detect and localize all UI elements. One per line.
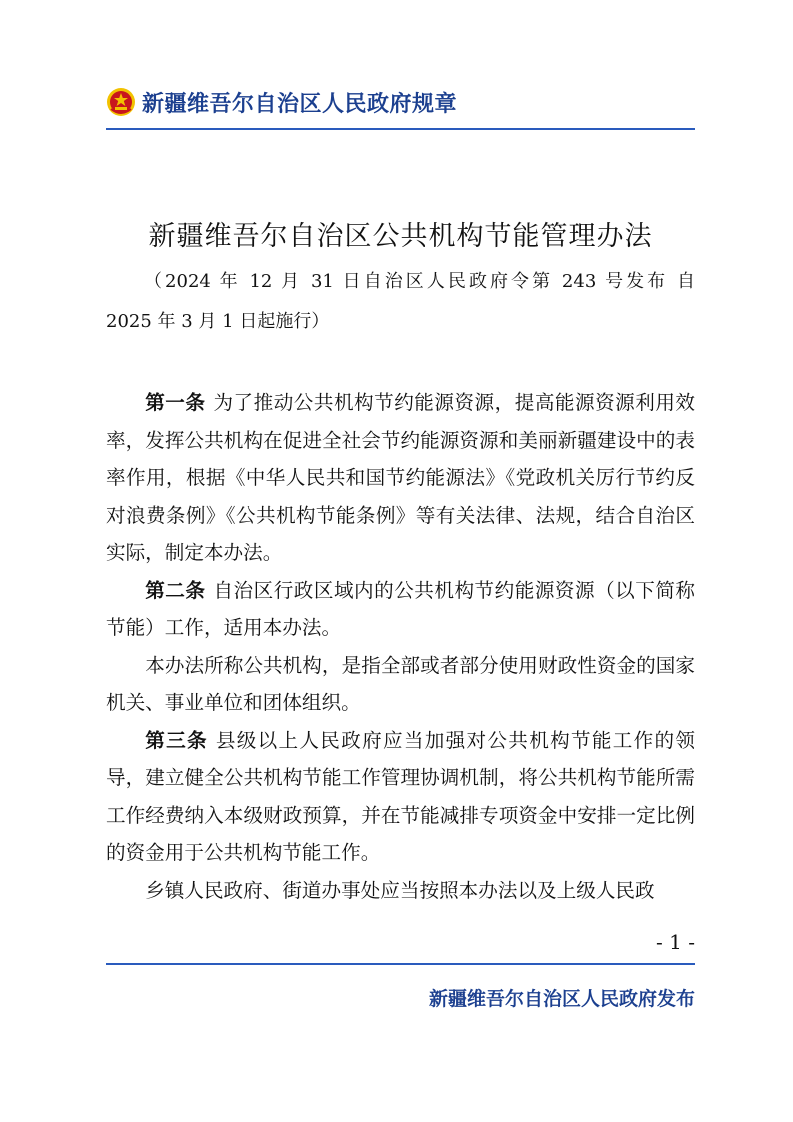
paragraph: [106, 722, 695, 872]
paragraph: [106, 572, 695, 647]
header-title: 新疆维吾尔自治区人民政府规章: [142, 90, 458, 117]
paragraph: [106, 384, 695, 572]
header-divider: [106, 128, 695, 130]
page-number: - 1 -: [656, 930, 695, 954]
page-header: [106, 82, 695, 122]
article-label: 第一条: [145, 391, 206, 414]
subtitle-line-1: （2024 年 12 月 31 日自治区人民政府令第 243 号发布 自: [144, 271, 695, 292]
paragraph-text: 乡镇人民政府、街道办事处应当按照本办法以及上级人民政: [145, 878, 655, 902]
document-body: [106, 384, 695, 909]
article-label: 第三条: [145, 728, 208, 752]
subtitle-line-2: 2025 年 3 月 1 日起施行）: [106, 311, 330, 332]
document-subtitle: [106, 262, 695, 342]
national-emblem-icon: [106, 87, 136, 117]
paragraph: [106, 872, 695, 910]
paragraph: [106, 647, 695, 722]
footer-divider: [106, 963, 695, 965]
paragraph-text: 县级以上人民政府应当加强对公共机构节能工作的领导，建立健全公共机构节能工作管理协调机制，将公共机构节能所需工作经费纳入本级财政预算，并在节能减排专项资金中安排一定比例的资金用于公共机构节能工作。: [106, 728, 696, 864]
paragraph-text: 本办法所称公共机构，是指全部或者部分使用财政性资金的国家机关、事业单位和团体组织。: [106, 653, 695, 714]
document-title: 新疆维吾尔自治区公共机构节能管理办法: [148, 221, 653, 252]
paragraph-text: 为了推动公共机构节约能源资源，提高能源资源利用效率，发挥公共机构在促进全社会节约能源资源和美丽新疆建设中的表率作用，根据《中华人民共和国节约能源法》《党政机关厉行节约反对浪费条例》《公共机构节能条例》等有关法律、法规，结合自治区实际，制定本办法。: [106, 391, 696, 564]
article-label: 第二条: [145, 578, 206, 602]
paragraph-text: 自治区行政区域内的公共机构节约能源资源（以下简称节能）工作，适用本办法。: [106, 578, 696, 639]
footer-publisher: 新疆维吾尔自治区人民政府发布: [428, 988, 695, 1010]
